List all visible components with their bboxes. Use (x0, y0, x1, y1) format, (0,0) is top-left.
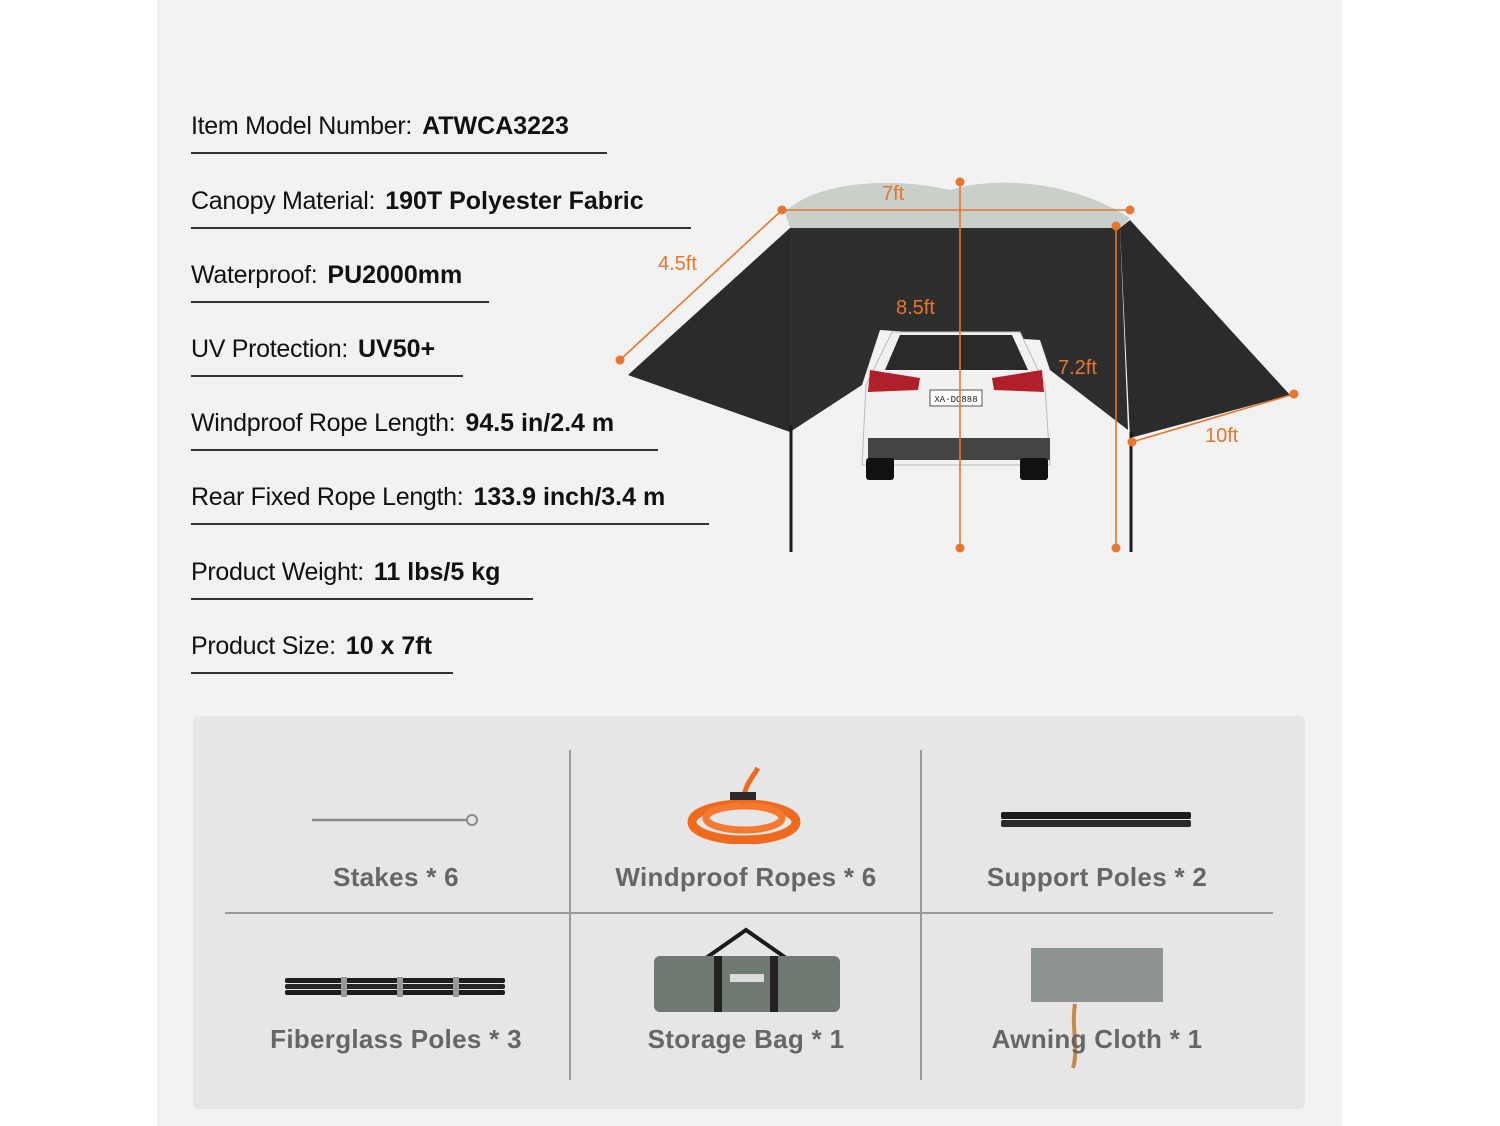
dim-length-label: 10ft (1205, 425, 1239, 447)
support-pole-icon (997, 806, 1197, 832)
license-plate-text: XA·DC888 (934, 395, 978, 405)
dim-side-height-label: 7.2ft (1058, 357, 1097, 379)
spec-product-weight: Product Weight: 11 lbs/5 kg (191, 558, 533, 600)
spec-product-size: Product Size: 10 x 7ft (191, 632, 453, 674)
accessory-stakes (221, 746, 571, 906)
accessory-label: Support Poles * 2 (986, 862, 1208, 892)
spec-uv-protection: UV Protection: UV50+ (191, 335, 463, 377)
dim-depth-label: 4.5ft (658, 253, 697, 275)
accessory-label: Fiberglass Poles * 3 (270, 1024, 522, 1054)
canopy-roof (785, 183, 1130, 228)
accessory-label: Windproof Ropes * 6 (615, 862, 877, 892)
accessory-windproof-ropes (571, 746, 921, 906)
accessory-support-poles (922, 746, 1272, 906)
accessories-box (193, 716, 1305, 1109)
dim-width-label: 7ft (882, 183, 905, 205)
spec-rear-rope-length: Rear Fixed Rope Length: 133.9 inch/3.4 m (191, 483, 709, 525)
accessory-label: Awning Cloth * 1 (991, 1024, 1203, 1054)
canopy-diagram (600, 170, 1320, 570)
spec-windproof-rope-length: Windproof Rope Length: 94.5 in/2.4 m (191, 409, 658, 451)
storage-bag-icon (646, 926, 846, 1016)
spec-canopy-material: Canopy Material: 190T Polyester Fabric (191, 187, 691, 229)
rope-icon (686, 764, 806, 844)
accessory-storage-bag (571, 912, 921, 1072)
accessory-label: Stakes * 6 (333, 862, 459, 892)
dim-center-height-label: 8.5ft (896, 297, 935, 319)
fiberglass-pole-icon (281, 972, 511, 1002)
stake-icon (306, 811, 486, 831)
spec-waterproof: Waterproof: PU2000mm (191, 261, 489, 303)
canopy-right-wing (1120, 220, 1290, 438)
accessory-label: Storage Bag * 1 (647, 1024, 845, 1054)
car-rear (862, 332, 1050, 480)
spec-model-number: Item Model Number: ATWCA3223 (191, 112, 607, 154)
accessory-awning-cloth (922, 912, 1272, 1072)
accessory-fiberglass-poles (221, 912, 571, 1072)
